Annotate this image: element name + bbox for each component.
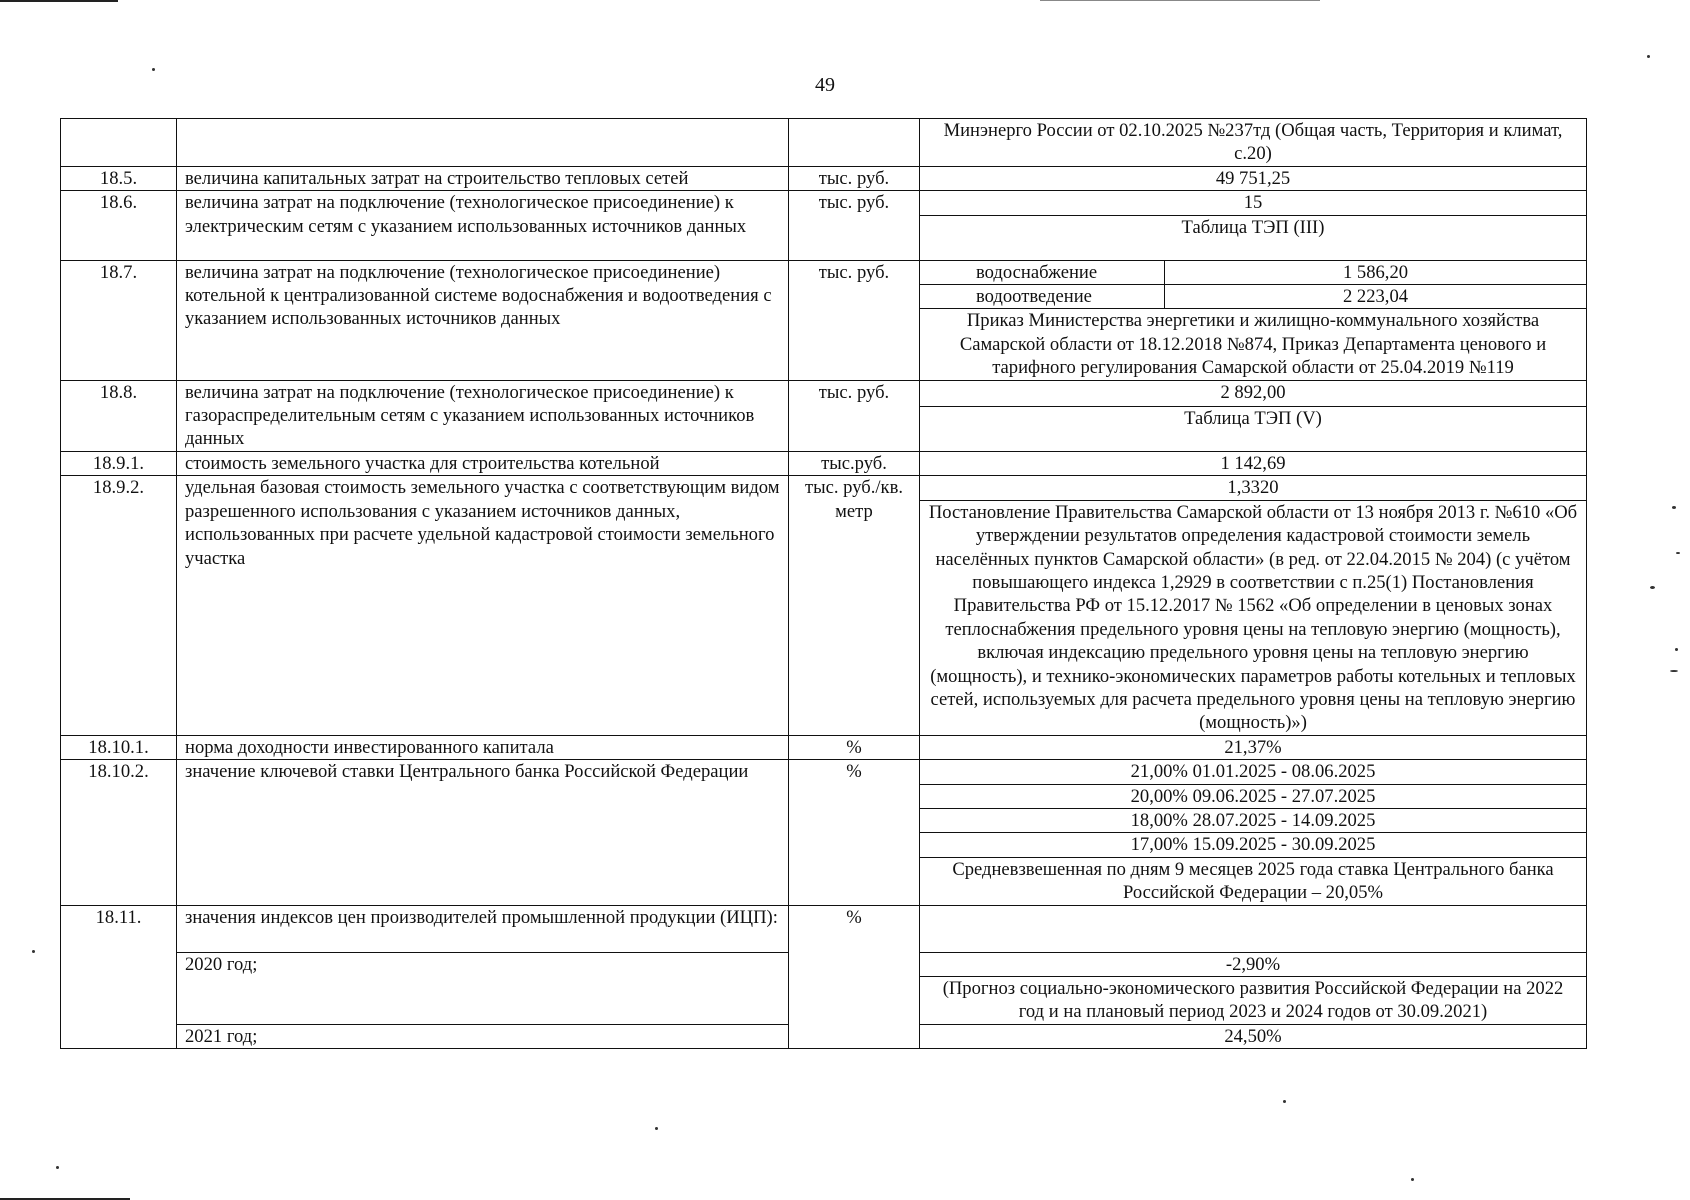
scan-edge-top-right [1040,0,1320,1]
scan-speck [1650,586,1655,589]
row-source: Таблица ТЭП (III) [920,215,1587,260]
row-unit: % [789,760,920,905]
key-rate-period: 20,00% 09.06.2025 - 27.07.2025 [920,784,1587,808]
row-value: 2 892,00 [920,380,1587,406]
table-row [61,191,1587,215]
row-value-empty [920,905,1587,952]
table-row [61,905,1587,952]
page-number: 49 [815,74,835,96]
row-value-source: Минэнерго России от 02.10.2025 №237тд (Общая часть, Территория и климат, с.20) [920,119,1587,167]
row-number: 18.8. [61,380,177,451]
scan-speck [1411,1178,1414,1181]
row-number: 18.7. [61,260,177,380]
row-number: 18.5. [61,166,177,190]
key-rate-period: 17,00% 15.09.2025 - 30.09.2025 [920,833,1587,857]
row-indicator-name: величина затрат на подключение (технологическое присоединение) котельной к централизованной системе водоснабжения и водоотведения с указанием использованных источников данных [177,260,789,380]
row-unit: тыс. руб./кв. метр [789,476,920,735]
year-2021-label: 2021 год; [177,1024,789,1048]
table-row [61,760,1587,784]
table-row [61,451,1587,475]
row-value: 1,3320 [920,476,1587,500]
scan-speck [1283,1100,1286,1103]
row-number [61,119,177,167]
row-indicator-name: удельная базовая стоимость земельного участка с соответствующим видом разрешенного использования с указанием источников данных, использованных при расчете удельной кадастровой стоимости земельного участка [177,476,789,735]
scan-speck [1676,552,1680,554]
row-unit: % [789,905,920,1049]
scan-speck [1675,648,1678,651]
row-unit: тыс. руб. [789,191,920,260]
row-indicator-name: величина капитальных затрат на строительство тепловых сетей [177,166,789,190]
scan-speck [1672,506,1676,509]
scan-speck [655,1127,658,1130]
row-indicator-name: величина затрат на подключение (технологическое присоединение) к электрическим сетям с указанием использованных источников данных [177,191,789,260]
scan-speck [32,950,35,953]
row-unit: тыс. руб. [789,380,920,451]
year-2020-label: 2020 год; [177,952,789,1024]
scan-speck [1670,670,1678,672]
row-unit [789,119,920,167]
table-row [61,166,1587,190]
scan-speck [152,68,155,71]
year-2020-value: -2,90% [920,952,1587,976]
row-number: 18.10.2. [61,760,177,905]
sewerage-value: 2 223,04 [1165,285,1587,309]
indicators-table [60,118,1587,1049]
row-unit: тыс. руб. [789,166,920,190]
row-source: Постановление Правительства Самарской области от 13 ноября 2013 г. №610 «Об утверждении результатов определения кадастровой стоимости земель населённых пунктов Самарской области» (в ред. от 22.04.2015 № 204) (с учётом повышающего индекса 1,2929 в соответствии с п.25(1) Постановления Правительства РФ от 15.12.2017 № 1562 «Об определении в ценовых зонах теплоснабжения предельного уровня цены на тепловую энергию (мощность), включая индексацию предельного уровня цены на тепловую энергию (мощность), и технико-экономических параметров работы котельных и тепловых сетей, используемых для расчета предельного уровня цены на тепловую энергию (мощность)») [920,500,1587,735]
water-supply-value: 1 586,20 [1165,260,1587,284]
row-indicator-name [177,119,789,167]
row-number: 18.9.1. [61,451,177,475]
row-unit: тыс.руб. [789,451,920,475]
row-value: 1 142,69 [920,451,1587,475]
table-row [61,260,1587,284]
row-indicator-name: стоимость земельного участка для строительства котельной [177,451,789,475]
row-number: 18.11. [61,905,177,1049]
row-source: Приказ Министерства энергетики и жилищно-коммунального хозяйства Самарской области от 18.12.2018 №874, Приказ Департамента ценового и тарифного регулирования Самарской области от 25.04.2019 №119 [920,309,1587,380]
sewerage-label: водоотведение [920,285,1165,309]
row-indicator-name: значение ключевой ставки Центрального банка Российской Федерации [177,760,789,905]
key-rate-period: 21,00% 01.01.2025 - 08.06.2025 [920,760,1587,784]
row-indicator-name: величина затрат на подключение (технологическое присоединение) к газораспределительным сетям с указанием использованных источников данных [177,380,789,451]
table-row [61,735,1587,759]
table-row [61,476,1587,500]
row-indicator-name: норма доходности инвестированного капитала [177,735,789,759]
year-2021-value: 24,50% [920,1024,1587,1048]
row-unit: % [789,735,920,759]
row-source: Таблица ТЭП (V) [920,406,1587,451]
row-number: 18.9.2. [61,476,177,735]
key-rate-period: 18,00% 28.07.2025 - 14.09.2025 [920,808,1587,832]
table-row [61,119,1587,167]
year-2020-source: (Прогноз социально-экономического развития Российской Федерации на 2022 год и на плановый период 2023 и 2024 годов от 30.09.2021) [920,977,1587,1025]
water-supply-label: водоснабжение [920,260,1165,284]
key-rate-summary: Средневзвешенная по дням 9 месяцев 2025 года ставка Центрального банка Российской Федерации – 20,05% [920,857,1587,905]
scan-speck [1647,55,1650,58]
row-number: 18.6. [61,191,177,260]
row-number: 18.10.1. [61,735,177,759]
row-value: 15 [920,191,1587,215]
row-value: 49 751,25 [920,166,1587,190]
row-unit: тыс. руб. [789,260,920,380]
row-indicator-name: значения индексов цен производителей промышленной продукции (ИЦП): [177,905,789,952]
scan-edge-top-left [0,0,118,2]
table-row [61,380,1587,406]
scan-speck [56,1166,59,1169]
row-value: 21,37% [920,735,1587,759]
